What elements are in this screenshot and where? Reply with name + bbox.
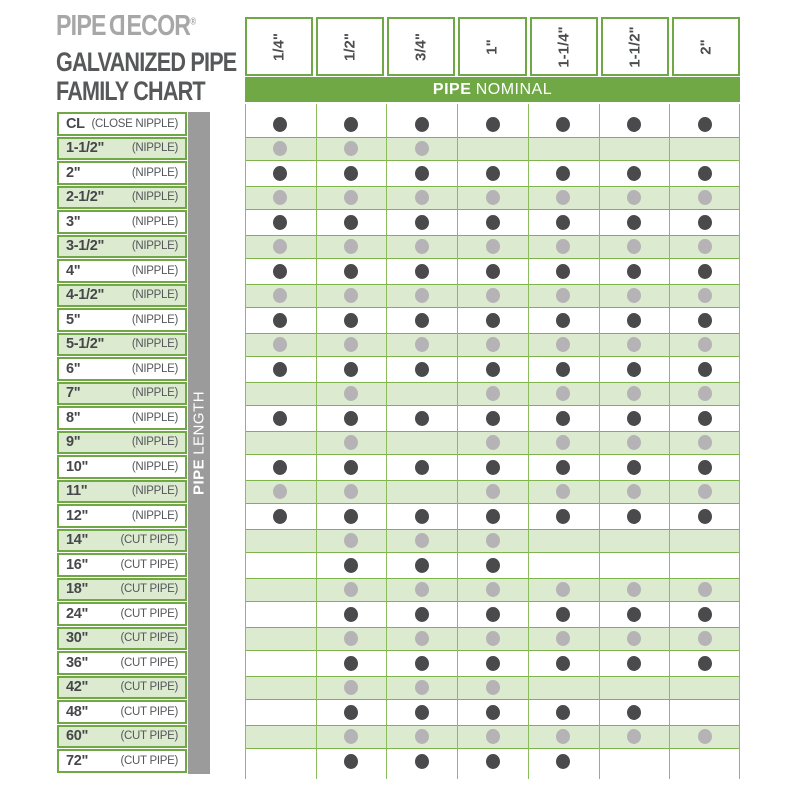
row-length-value: 14" xyxy=(66,532,89,549)
row-label xyxy=(57,333,187,357)
page-title-line2: FAMILY CHART xyxy=(56,76,205,106)
availability-dot xyxy=(415,313,429,328)
pipe-length-label xyxy=(191,391,208,495)
row-type-label: (NIPPLE) xyxy=(131,509,178,522)
row-label xyxy=(57,529,187,553)
row-length-value: 12" xyxy=(66,507,89,524)
availability-dot xyxy=(273,509,287,524)
pipe-length-axis-bar xyxy=(188,112,210,774)
row-length-value: 36" xyxy=(66,654,89,671)
availability-dot xyxy=(627,117,641,132)
availability-dot xyxy=(486,607,500,622)
row-length-value: 18" xyxy=(66,581,89,598)
availability-dot xyxy=(344,754,358,769)
row-label xyxy=(57,186,187,210)
availability-dot xyxy=(627,607,641,622)
availability-dot xyxy=(698,582,712,597)
availability-dot xyxy=(698,117,712,132)
nominal-header-cell xyxy=(458,17,526,76)
row-label xyxy=(57,210,187,234)
availability-grid xyxy=(245,112,740,774)
availability-dot xyxy=(486,558,500,573)
row-length-value: 1-1/2" xyxy=(66,140,105,157)
row-type-label: (NIPPLE) xyxy=(131,460,178,473)
row-length-value: 8" xyxy=(66,409,81,426)
brand-name-rest: ECOR xyxy=(126,10,191,42)
row-label xyxy=(57,137,187,161)
availability-dot xyxy=(556,509,570,524)
row-length-value: CL xyxy=(66,115,85,132)
availability-dot xyxy=(415,631,429,646)
row-label xyxy=(57,725,187,749)
availability-dot xyxy=(415,558,429,573)
row-length-value: 2" xyxy=(66,164,81,181)
row-label xyxy=(57,749,187,773)
availability-dot xyxy=(273,460,287,475)
availability-dot xyxy=(486,411,500,426)
availability-dot xyxy=(556,656,570,671)
row-length-value: 5-1/2" xyxy=(66,336,105,353)
availability-dot xyxy=(486,705,500,720)
availability-dot xyxy=(627,460,641,475)
availability-dot xyxy=(344,362,358,377)
availability-dot xyxy=(344,117,358,132)
row-length-value: 4-1/2" xyxy=(66,287,105,304)
row-type-label: (NIPPLE) xyxy=(131,362,178,375)
row-label xyxy=(57,308,187,332)
nominal-header-label: 1/4" xyxy=(270,32,288,61)
row-type-label: (CUT PIPE) xyxy=(120,730,178,743)
row-type-label: (NIPPLE) xyxy=(131,215,178,228)
row-type-label: (CUT PIPE) xyxy=(120,534,178,547)
grid-column-line xyxy=(669,104,670,779)
availability-dot xyxy=(415,411,429,426)
length-row-labels xyxy=(57,112,187,773)
availability-dot xyxy=(486,117,500,132)
availability-dot xyxy=(556,117,570,132)
availability-dot xyxy=(344,460,358,475)
nominal-header-label: 1-1/4" xyxy=(555,25,573,68)
row-length-value: 42" xyxy=(66,679,89,696)
grid-column-line xyxy=(599,104,600,779)
availability-dot xyxy=(698,215,712,230)
row-label xyxy=(57,651,187,675)
row-type-label: (NIPPLE) xyxy=(131,240,178,253)
availability-dot xyxy=(627,656,641,671)
availability-dot xyxy=(698,313,712,328)
availability-dot xyxy=(556,215,570,230)
row-length-value: 60" xyxy=(66,728,89,745)
row-label xyxy=(57,700,187,724)
row-length-value: 2-1/2" xyxy=(66,189,105,206)
registered-mark: ® xyxy=(190,16,197,28)
row-type-label: (NIPPLE) xyxy=(131,436,178,449)
row-label xyxy=(57,161,187,185)
availability-dot xyxy=(556,264,570,279)
availability-dot xyxy=(698,484,712,499)
availability-dot xyxy=(556,754,570,769)
availability-dot xyxy=(698,607,712,622)
availability-dot xyxy=(273,166,287,181)
row-type-label: (NIPPLE) xyxy=(131,142,178,155)
row-label xyxy=(57,480,187,504)
row-length-value: 3-1/2" xyxy=(66,238,105,255)
availability-dot xyxy=(415,460,429,475)
grid-column-line xyxy=(316,104,317,779)
nominal-header-label: 1-1/2" xyxy=(626,25,644,68)
grid-column-line xyxy=(528,104,529,779)
row-length-value: 5" xyxy=(66,311,81,328)
availability-dot xyxy=(344,313,358,328)
availability-dot xyxy=(698,656,712,671)
availability-dot xyxy=(273,117,287,132)
availability-dot xyxy=(556,607,570,622)
availability-dot xyxy=(556,460,570,475)
row-type-label: (NIPPLE) xyxy=(131,411,178,424)
availability-dot xyxy=(556,166,570,181)
availability-dot xyxy=(273,215,287,230)
availability-dot xyxy=(273,313,287,328)
availability-dot xyxy=(698,362,712,377)
nominal-header-cell xyxy=(672,17,740,76)
availability-dot xyxy=(415,509,429,524)
row-type-label: (NIPPLE) xyxy=(131,338,178,351)
availability-dot xyxy=(415,215,429,230)
availability-dot xyxy=(486,509,500,524)
availability-dot xyxy=(698,411,712,426)
availability-dot xyxy=(698,190,712,205)
availability-dot xyxy=(273,411,287,426)
availability-dot xyxy=(486,435,500,450)
availability-dot xyxy=(486,190,500,205)
row-type-label: (NIPPLE) xyxy=(131,485,178,498)
availability-dot xyxy=(556,362,570,377)
row-label xyxy=(57,578,187,602)
row-label xyxy=(57,259,187,283)
availability-dot xyxy=(415,117,429,132)
row-type-label: (NIPPLE) xyxy=(131,313,178,326)
row-type-label: (NIPPLE) xyxy=(131,387,178,400)
row-length-value: 10" xyxy=(66,458,89,475)
nominal-header-cell xyxy=(316,17,384,76)
nominal-header-label: 3/4" xyxy=(412,32,430,61)
availability-dot xyxy=(415,362,429,377)
availability-dot xyxy=(556,313,570,328)
row-label xyxy=(57,676,187,700)
nominal-header-cell xyxy=(387,17,455,76)
availability-dot xyxy=(698,631,712,646)
availability-dot xyxy=(698,337,712,352)
availability-dot xyxy=(627,264,641,279)
availability-dot xyxy=(344,509,358,524)
row-label xyxy=(57,284,187,308)
availability-dot xyxy=(415,533,429,548)
row-label xyxy=(57,382,187,406)
brand-mirrored-d: D xyxy=(109,10,126,42)
availability-dot xyxy=(698,509,712,524)
row-label xyxy=(57,455,187,479)
availability-dot xyxy=(273,362,287,377)
availability-dot xyxy=(486,680,500,695)
row-length-value: 6" xyxy=(66,360,81,377)
availability-dot xyxy=(698,386,712,401)
availability-dot xyxy=(415,582,429,597)
row-band xyxy=(245,137,740,162)
row-length-value: 11" xyxy=(66,483,88,500)
availability-dot xyxy=(415,729,429,744)
pipe-length-label-rest: LENGTH xyxy=(190,390,208,455)
row-label xyxy=(57,357,187,381)
availability-dot xyxy=(627,362,641,377)
row-type-label: (CUT PIPE) xyxy=(120,632,178,645)
availability-dot xyxy=(344,264,358,279)
availability-dot xyxy=(698,288,712,303)
availability-dot xyxy=(344,607,358,622)
row-length-value: 16" xyxy=(66,556,89,573)
grid-column-line xyxy=(245,104,246,779)
availability-dot xyxy=(415,656,429,671)
availability-dot xyxy=(627,215,641,230)
availability-dot xyxy=(627,166,641,181)
availability-dot xyxy=(486,239,500,254)
availability-dot xyxy=(344,705,358,720)
availability-dot xyxy=(486,264,500,279)
availability-dot xyxy=(415,337,429,352)
availability-dot xyxy=(415,705,429,720)
nominal-header-cell xyxy=(245,17,313,76)
availability-dot xyxy=(486,460,500,475)
row-length-value: 72" xyxy=(66,752,89,769)
availability-dot xyxy=(415,190,429,205)
row-type-label: (CUT PIPE) xyxy=(120,656,178,669)
row-label xyxy=(57,235,187,259)
row-length-value: 4" xyxy=(66,262,81,279)
nominal-header-cell xyxy=(530,17,598,76)
availability-dot xyxy=(698,460,712,475)
row-type-label: (CUT PIPE) xyxy=(120,607,178,620)
availability-dot xyxy=(486,313,500,328)
row-length-value: 3" xyxy=(66,213,81,230)
availability-dot xyxy=(486,631,500,646)
row-type-label: (NIPPLE) xyxy=(131,191,178,204)
availability-dot xyxy=(344,215,358,230)
nominal-header-label: 1" xyxy=(483,38,501,55)
grid-column-line xyxy=(739,104,740,779)
row-length-value: 24" xyxy=(66,605,89,622)
availability-dot xyxy=(556,411,570,426)
pipe-length-label-bold: PIPE xyxy=(190,458,208,495)
availability-dot xyxy=(486,729,500,744)
availability-dot xyxy=(486,288,500,303)
availability-dot xyxy=(698,435,712,450)
availability-dot xyxy=(415,264,429,279)
nominal-header-cell xyxy=(601,17,669,76)
availability-dot xyxy=(486,582,500,597)
row-type-label: (CUT PIPE) xyxy=(120,583,178,596)
row-label xyxy=(57,431,187,455)
availability-dot xyxy=(627,705,641,720)
availability-dot xyxy=(415,754,429,769)
availability-dot xyxy=(415,607,429,622)
availability-dot xyxy=(486,656,500,671)
row-length-value: 30" xyxy=(66,630,89,647)
row-label xyxy=(57,406,187,430)
row-length-value: 48" xyxy=(66,703,89,720)
row-type-label: (CUT PIPE) xyxy=(120,558,178,571)
availability-dot xyxy=(698,729,712,744)
grid-column-line xyxy=(457,104,458,779)
grid-column-line xyxy=(386,104,387,779)
availability-dot xyxy=(486,362,500,377)
availability-dot xyxy=(486,337,500,352)
row-label xyxy=(57,504,187,528)
availability-dot xyxy=(627,313,641,328)
brand-name-pre: PIPE xyxy=(56,10,106,42)
availability-dot xyxy=(344,411,358,426)
pipe-nominal-axis-bar xyxy=(245,77,740,102)
row-label xyxy=(57,602,187,626)
availability-dot xyxy=(415,166,429,181)
availability-dot xyxy=(627,509,641,524)
brand-name xyxy=(56,12,236,41)
row-label xyxy=(57,553,187,577)
row-type-label: (CUT PIPE) xyxy=(120,681,178,694)
row-label xyxy=(57,627,187,651)
availability-dot xyxy=(415,141,429,156)
row-type-label: (CUT PIPE) xyxy=(120,754,178,767)
row-length-value: 9" xyxy=(66,434,81,451)
page-title xyxy=(56,48,236,106)
availability-dot xyxy=(344,166,358,181)
availability-dot xyxy=(273,264,287,279)
page-title-line1: GALVANIZED PIPE xyxy=(56,47,237,77)
availability-dot xyxy=(486,754,500,769)
pipe-nominal-label-rest: NOMINAL xyxy=(475,80,553,98)
row-type-label: (NIPPLE) xyxy=(131,166,178,179)
availability-dot xyxy=(486,386,500,401)
availability-dot xyxy=(415,680,429,695)
row-type-label: (CUT PIPE) xyxy=(120,705,178,718)
availability-dot xyxy=(556,705,570,720)
availability-dot xyxy=(415,288,429,303)
availability-dot xyxy=(698,239,712,254)
row-length-value: 7" xyxy=(66,385,81,402)
availability-dot xyxy=(344,558,358,573)
row-label xyxy=(57,112,187,136)
availability-dot xyxy=(415,239,429,254)
availability-dot xyxy=(486,166,500,181)
availability-dot xyxy=(486,215,500,230)
availability-dot xyxy=(698,166,712,181)
availability-dot xyxy=(486,533,500,548)
nominal-column-headers xyxy=(245,17,740,76)
row-type-label: (NIPPLE) xyxy=(131,264,178,277)
availability-dot xyxy=(486,484,500,499)
row-type-label: (CLOSE NIPPLE) xyxy=(91,117,178,130)
availability-dot xyxy=(344,656,358,671)
nominal-header-label: 1/2" xyxy=(341,32,359,61)
pipe-nominal-label-bold: PIPE xyxy=(432,80,472,98)
row-type-label: (NIPPLE) xyxy=(131,289,178,302)
availability-dot xyxy=(698,264,712,279)
nominal-header-label: 2" xyxy=(697,38,715,55)
availability-dot xyxy=(627,411,641,426)
